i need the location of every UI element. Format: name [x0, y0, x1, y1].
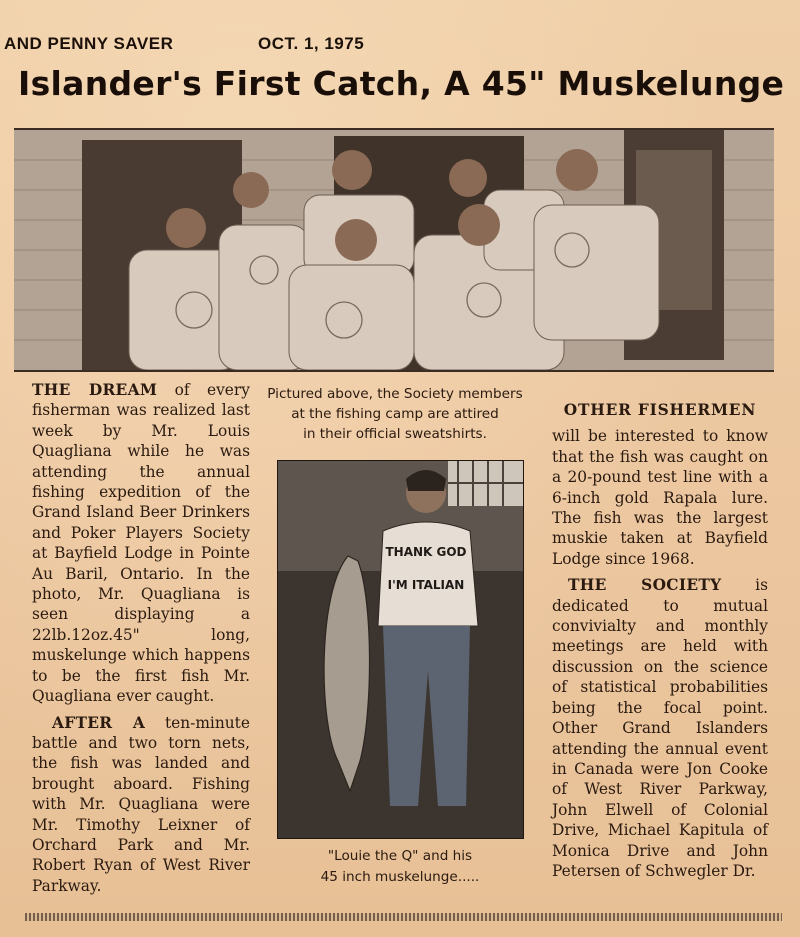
newspaper-name: AND PENNY SAVER — [4, 34, 174, 53]
paragraph-the-society — [552, 575, 768, 881]
article-column-left — [32, 380, 250, 902]
article-headline: Islander's First Catch, A 45" Muskelunge — [18, 64, 785, 103]
issue-date: OCT. 1, 1975 — [258, 34, 365, 53]
caption-line: 45 inch muskelunge..... — [320, 869, 480, 885]
masthead — [0, 34, 800, 58]
paragraph-other-fishermen: will be interested to know that the fish was caught on a 20-pound test line with a 6-inch gold Rapala lure. The fish was the largest muskie taken at Bayfield Lodge since 1968. — [552, 427, 768, 568]
caption-line: in their official sweatshirts. — [303, 426, 487, 442]
article-column-right — [552, 400, 768, 887]
caption-line: "Louie the Q" and his — [327, 848, 473, 864]
lead-the-dream: THE DREAM — [32, 381, 158, 399]
shirt-text-line2: I'M ITALIAN — [387, 578, 465, 592]
lead-after-a: AFTER A — [52, 713, 146, 732]
fisherman-photo — [277, 460, 524, 839]
caption-group-photo — [262, 384, 528, 444]
subheading-other-fishermen: OTHER FISHERMEN — [563, 401, 757, 419]
paragraph-the-dream — [32, 380, 250, 707]
text-after-a: ten-minute battle and two torn nets, the fish was landed and brought aboard. Fishing with Mr. Quagliana were Mr. Timothy Leixner of Orchard Park and Mr. Robert Ryan of West River Parkway. — [32, 713, 250, 895]
group-photo — [14, 128, 774, 372]
group-photo-illustration — [14, 130, 774, 370]
fisherman-photo-illustration — [278, 461, 523, 838]
caption-fisherman-photo — [275, 846, 525, 888]
shirt-text-line1: THANK GOD — [385, 545, 467, 559]
text-the-dream: of every fisherman was realized last week by Mr. Louis Quagliana while he was attending the annual fishing expedition of the Grand Island Beer Drinkers and Poker Players Society at Bayfield Lodge in Pointe Au Baril, Ontario. In the photo, Mr. Quagliana is seen displaying a 22lb.12oz.45" long, muskelunge which happens to be the first fish Mr. Quagliana ever caught. — [32, 381, 250, 706]
paragraph-after-a — [32, 713, 250, 897]
lead-the-society: THE SOCIETY — [568, 576, 722, 595]
caption-line: at the fishing camp are attired — [291, 406, 499, 422]
bottom-rule — [25, 913, 782, 921]
caption-line: Pictured above, the Society members — [267, 386, 523, 402]
text-the-society: is dedicated to mutual convivialty and monthly meetings are held with discussion on the science of statistical probabilities being the focal point. Other Grand Islanders attending the annual event in Canada were Jon Cooke of West River Parkway, John Elwell of Colonial Drive, Michael Kapitula of Monica Drive and John Petersen of Schwegler Dr. — [552, 576, 768, 880]
